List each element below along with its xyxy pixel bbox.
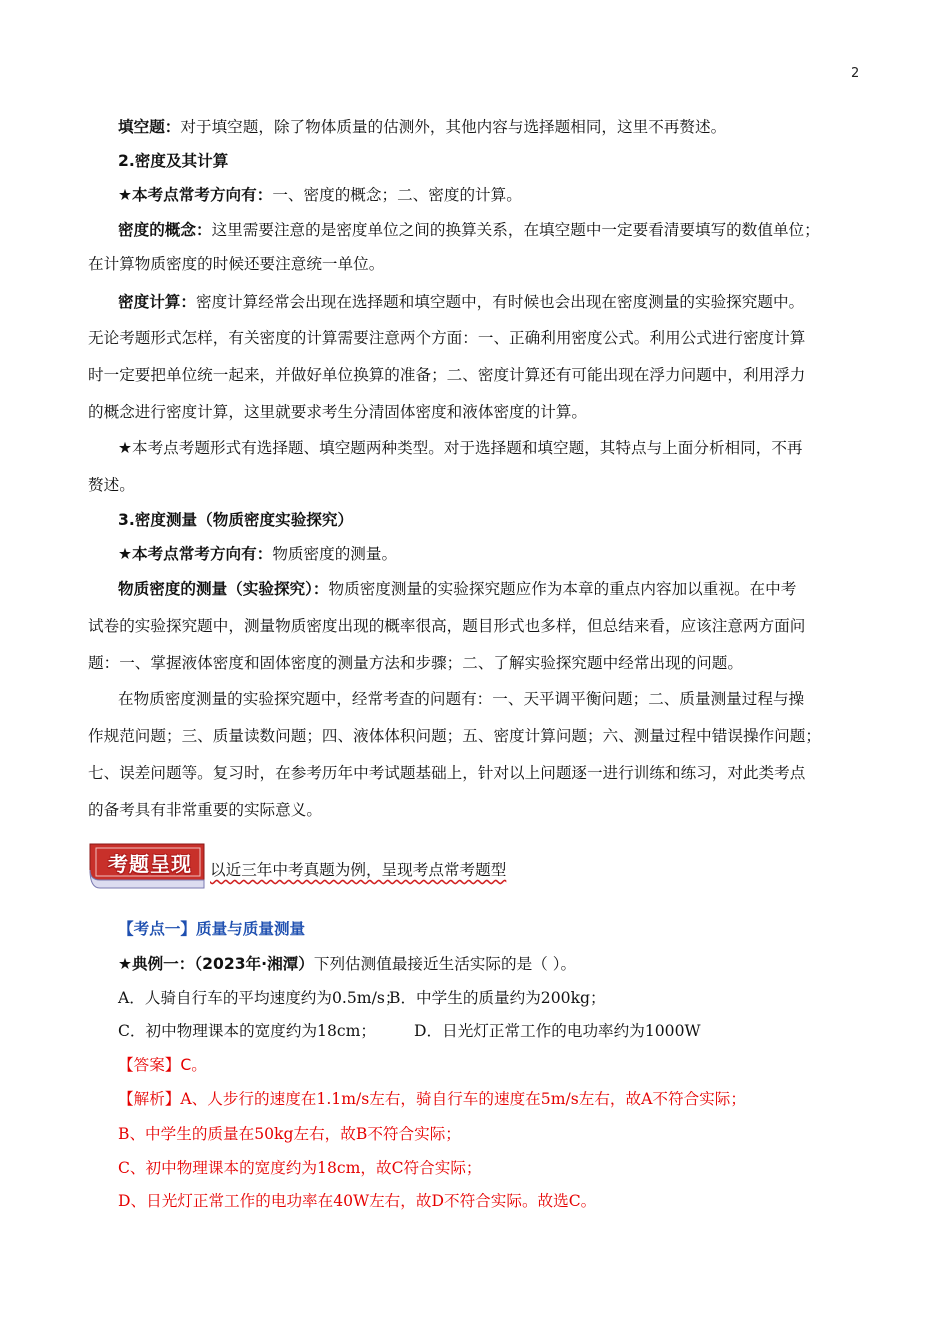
- density-directions: [118, 184, 522, 206]
- question-types-text: ★本考点考题形式有选择题、填空题两种类型。对于选择题和填空题，其特点与上面分析相同，不再: [118, 439, 803, 457]
- analysis-label: 【解析】: [118, 1090, 181, 1108]
- option-c: C．初中物理课本的宽度约为18cm；: [118, 1022, 377, 1040]
- common-issues-text-cont-3: 的备考具有非常重要的实际意义。: [88, 801, 322, 819]
- density-calc-paragraph: [118, 291, 804, 313]
- banner-caption: 以近三年中考真题为例，呈现考点常考题型: [210, 861, 507, 879]
- example-label: ★典例一：（2023年·湘潭）: [118, 955, 314, 973]
- measurement-paragraph: [118, 578, 796, 600]
- option-a: A．人骑自行车的平均速度约为0.5m/s；: [118, 989, 401, 1007]
- analysis-line-b: B、中学生的质量在50kg左右，故B不符合实际；: [118, 1125, 461, 1143]
- measurement-directions-label: ★本考点常考方向有：: [118, 545, 273, 563]
- banner-label: 考题呈现: [108, 852, 192, 876]
- page-number: 2: [851, 66, 860, 81]
- measurement-label: 物质密度的测量（实验探究）：: [118, 580, 329, 598]
- analysis-text-a: A、人步行的速度在1.1m/s左右，骑自行车的速度在5m/s左右，故A不符合实际；: [180, 1090, 746, 1108]
- answer-label: 【答案】: [118, 1056, 181, 1074]
- fill-blank-text: 对于填空题，除了物体质量的估测外，其他内容与选择题相同，这里不再赘述。: [180, 118, 727, 136]
- calc-text: 密度计算经常会出现在选择题和填空题中，有时候也会出现在密度测量的实验探究题中。: [195, 293, 805, 311]
- directions-label: ★本考点常考方向有：: [118, 186, 273, 204]
- fill-blank-heading: 填空题：: [118, 118, 181, 136]
- measurement-text-cont-1: 试卷的实验探究题中，测量物质密度出现的概率很高，题目形式也多样，但总结来看，应该注意两方面问: [88, 617, 806, 635]
- common-issues-text-cont-2: 七、误差问题等。复习时，在参考历年中考试题基础上，针对以上问题逐一进行训练和练习，对此类考点: [88, 764, 806, 782]
- option-d: D．日光灯正常工作的电功率约为1000W: [414, 1022, 701, 1040]
- measurement-directions-text: 物质密度的测量。: [272, 545, 398, 563]
- concept-text-cont: 在计算物质密度的时候还要注意统一单位。: [88, 255, 385, 273]
- calc-text-cont-2: 时一定要把单位统一起来，并做好单位换算的准备；二、密度计算还有可能出现在浮力问题中，利用浮力: [88, 366, 806, 384]
- analysis-line-a: [118, 1088, 746, 1110]
- calc-text-cont-3: 的概念进行密度计算，这里就要求考生分清固体密度和液体密度的计算。: [88, 403, 588, 421]
- analysis-line-d: D、日光灯正常工作的电功率在40W左右，故D不符合实际。故选C。: [118, 1192, 597, 1210]
- section-3-heading: 3.密度测量（物质密度实验探究）: [118, 511, 354, 529]
- section-title: 【考点一】质量与质量测量: [118, 920, 306, 938]
- common-issues-text-cont-1: 作规范问题；三、质量读数问题；四、液体体积问题；五、密度计算问题；六、测量过程中错误操作问题；: [88, 727, 821, 745]
- measurement-text: 物质密度测量的实验探究题应作为本章的重点内容加以重视。在中考: [328, 580, 797, 598]
- density-concept-paragraph: [118, 219, 820, 241]
- measurement-directions: [118, 543, 397, 565]
- calc-text-cont-1: 无论考题形式怎样，有关密度的计算需要注意两个方面：一、正确利用密度公式。利用公式进行密度计算: [88, 329, 806, 347]
- example-question: [118, 953, 576, 975]
- question-text: 下列估测值最接近生活实际的是（ ）。: [313, 955, 577, 973]
- measurement-text-cont-2: 题：一、掌握液体密度和固体密度的测量方法和步骤；二、了解实验探究题中经常出现的问题。: [88, 654, 743, 672]
- common-issues-text: 在物质密度测量的实验探究题中，经常考查的问题有：一、天平调平衡问题；二、质量测量过程与操: [118, 690, 805, 708]
- section-2-heading: 2.密度及其计算: [118, 152, 229, 170]
- fill-blank-paragraph: [118, 116, 726, 138]
- answer-line: [118, 1054, 207, 1076]
- concept-label: 密度的概念：: [118, 221, 212, 239]
- option-b: B．中学生的质量约为200kg；: [389, 989, 606, 1007]
- directions-text: 一、密度的概念；二、密度的计算。: [272, 186, 522, 204]
- analysis-line-c: C、初中物理课本的宽度约为18cm，故C符合实际；: [118, 1159, 482, 1177]
- question-types-text-cont: 赘述。: [88, 476, 135, 494]
- concept-text: 这里需要注意的是密度单位之间的换算关系，在填空题中一定要看清要填写的数值单位；: [211, 221, 820, 239]
- answer-text: C。: [180, 1056, 207, 1074]
- calc-label: 密度计算：: [118, 293, 196, 311]
